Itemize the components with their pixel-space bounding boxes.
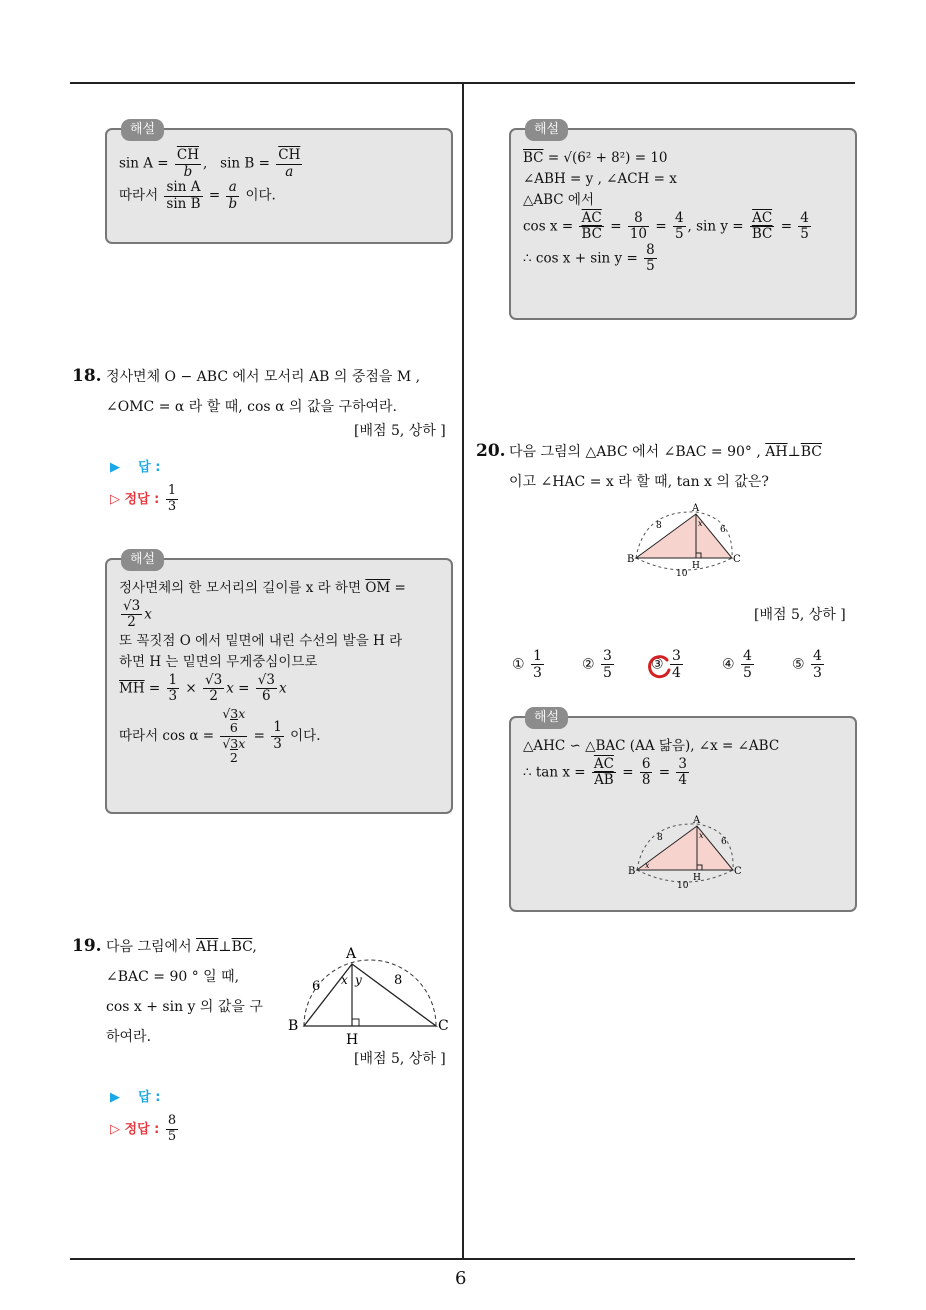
label-angle-x-at-b: x: [645, 861, 650, 870]
explanation-line: cos x = $\frac{\overline{AC}}{BC}$ = $\frac{8}{10}$ = $\frac{4}{5}$ , sin y = $\frac{\overline{AC}}{BC}$ = $\frac{4}{5}$: [523, 209, 809, 243]
label-h: H: [693, 873, 701, 883]
label-side-10: 10: [676, 569, 688, 579]
answer-row-18: ▶ 답 :: [110, 460, 161, 475]
label-side-6: 6: [312, 979, 321, 994]
explanation-tag: 해설: [121, 549, 164, 571]
label-angle-x: x: [341, 973, 348, 987]
explanation-line: ∴ cos x + sin y = $\frac{8}{5}$: [523, 241, 655, 275]
answer-row-19: ▶ 답 :: [110, 1090, 161, 1105]
question-19-text: 다음 그림에서 $\overline{AH}\perp\overline{BC}$, ∠BAC = 90 ° 일 때, cos x + sin y 의 값을 구 하여라.: [106, 939, 263, 1045]
triangle-abc: [636, 514, 732, 558]
column-divider: [462, 82, 464, 1260]
label-a: A: [346, 946, 357, 962]
explanation-line: $\frac{√3}{2}$ x: [123, 597, 152, 631]
label-b: B: [628, 866, 636, 877]
label-c: C: [734, 866, 742, 877]
correct-row-18: ▷ 정답 : $\frac{1}{3}$: [110, 483, 177, 514]
explanation-line: 따라서 cos α = √3x 6 √3x 2 = $\frac{1}{3}$ 이다.: [119, 705, 321, 765]
label-side-8: 8: [657, 833, 663, 843]
question-18-text: 정사면체 O − ABC 에서 모서리 AB 의 중점을 M , ∠OMC = α 라 할 때, cos α 의 값을 구하여라.: [106, 369, 421, 415]
question-20-number: 20.: [476, 441, 506, 461]
question-20-score: [배점 5, 상하 ]: [754, 607, 846, 623]
question-19-score: [배점 5, 상하 ]: [354, 1051, 446, 1067]
choice-1[interactable]: ① $\frac{1}{3}$: [512, 648, 542, 682]
label-angle-y: y: [355, 973, 362, 987]
question-20-figure: [624, 500, 744, 580]
explanation-box-17: [105, 122, 453, 244]
explanation-line: 또 꼭짓점 O 에서 밑면에 내린 수선의 발을 H 라: [119, 632, 403, 649]
explanation-line: $\overline{BC} = √(6^2 + 8^2) = 10$: [523, 150, 668, 166]
right-angle-mark: [352, 1019, 359, 1026]
bottom-rule: [70, 1258, 855, 1260]
explanation-line: ∴ tan x = $\frac{\overline{AC}}{AB}$ = $\frac{6}{8}$ = $\frac{3}{4}$: [523, 755, 687, 789]
explanation-line: ∠ABH = y , ∠ACH = x: [523, 170, 677, 187]
label-c: C: [438, 1018, 449, 1034]
triangle-abc: [637, 826, 733, 870]
label-side-6: 6: [721, 837, 727, 847]
label-b: B: [288, 1018, 299, 1034]
page-number: 6: [455, 1268, 467, 1289]
label-h: H: [346, 1032, 359, 1048]
label-a: A: [693, 815, 701, 826]
question-18-number: 18.: [72, 366, 102, 386]
label-side-8: 8: [656, 521, 662, 531]
explanation-box-18: [105, 552, 453, 814]
choice-5[interactable]: ⑤ $\frac{4}{3}$: [792, 648, 822, 682]
label-a: A: [692, 503, 700, 514]
explanation-line: 정사면체의 한 모서리의 길이를 x 라 하면 $\overline{OM}$ =: [119, 580, 406, 596]
question-19-figure: [284, 940, 456, 1050]
explanation-line: 따라서 $\frac{\text{sin A}}{\text{sin B}}$ = $\frac{a}{b}$ 이다.: [119, 179, 276, 212]
label-c: C: [733, 554, 741, 565]
play-icon: ▶: [110, 460, 120, 475]
choice-2[interactable]: ② $\frac{3}{5}$: [582, 648, 612, 682]
explanation-line: 하면 H 는 밑면의 무게중심이므로: [119, 653, 318, 670]
explanation-line: sin A = $\frac{\overline{CH}}{b}$ , sin B = $\frac{\overline{CH}}{a}$: [119, 147, 301, 180]
triangle-abc: [304, 964, 436, 1026]
explanation-tag: 해설: [121, 119, 164, 141]
answer-circle-mark: [647, 654, 673, 680]
explanation-line: △ABC 에서: [523, 191, 595, 208]
triangle-outline-icon: ▷: [110, 1121, 120, 1137]
explanation-box-19: [509, 122, 857, 320]
label-side-10: 10: [677, 881, 689, 891]
explanation-tag: 해설: [525, 707, 568, 729]
explanation-line: $\overline{MH}$ = $\frac{1}{3}$ × $\frac{√3}{2}$ x = $\frac{√3}{6}$ x: [119, 671, 287, 705]
explanation-tag: 해설: [525, 119, 568, 141]
question-19-number: 19.: [72, 936, 102, 956]
triangle-outline-icon: ▷: [110, 491, 120, 507]
label-b: B: [627, 554, 635, 565]
choice-4[interactable]: ④ $\frac{4}{5}$: [722, 648, 752, 682]
label-side-8: 8: [394, 973, 403, 988]
label-angle-x-at-a: x: [699, 831, 704, 840]
circumcircle-arc: [304, 960, 436, 1026]
explanation-20-figure: [625, 812, 745, 892]
correct-row-19: ▷ 정답 : $\frac{8}{5}$: [110, 1113, 177, 1144]
label-h: H: [692, 561, 700, 571]
explanation-box-20: [509, 710, 857, 912]
label-side-6: 6: [720, 525, 726, 535]
explanation-line: △AHC ∽ △BAC (AA 닮음), ∠x = ∠ABC: [523, 738, 780, 754]
choice-3[interactable]: ③ $\frac{3}{4}$: [651, 648, 685, 681]
question-20-text: 다음 그림의 △ABC 에서 ∠BAC = 90° , $\overline{AH}\perp\overline{BC}$ 이고 ∠HAC = x 라 할 때, tan x 의 값은?: [509, 444, 823, 490]
label-angle-x: x: [698, 519, 703, 528]
question-18-score: [배점 5, 상하 ]: [354, 423, 446, 439]
play-icon: ▶: [110, 1090, 120, 1105]
